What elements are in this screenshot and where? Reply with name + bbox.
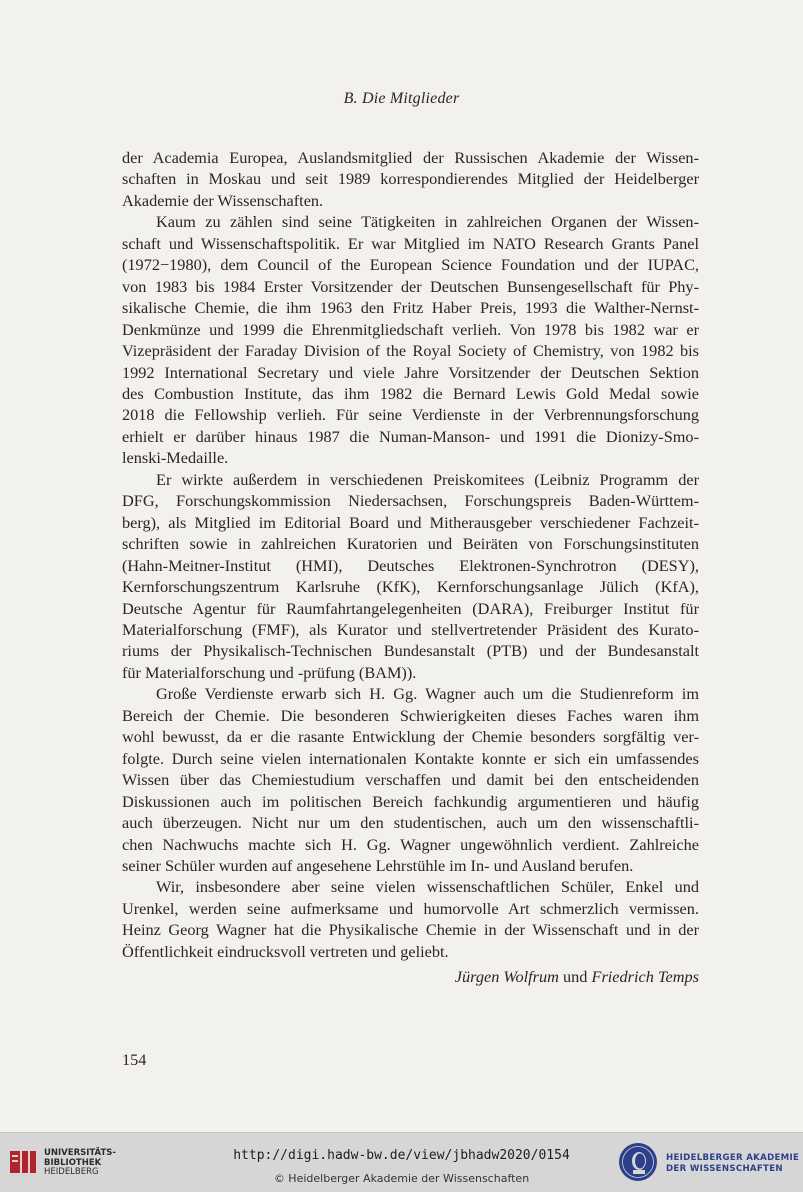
author-2: Friedrich Temps: [591, 967, 699, 986]
academy-seal-icon: [618, 1142, 658, 1182]
page-number: 154: [122, 1050, 147, 1069]
paragraph-5: Wir, insbesondere aber seine vielen wissenschaftlichen Schüler, Enkel und Urenkel, werden seine aufmerksame und humorvolle Art schmerzlich vermissen. Heinz Georg Wagner hat die Physikalische Chemie in der Wissenschaft und in der Öffentlichkeit eindrucksvoll vertreten und geliebt.: [122, 877, 699, 961]
copyright-notice: © Heidelberger Akademie der Wissenschaften: [273, 1172, 530, 1185]
author-1: Jürgen Wolfrum: [454, 967, 559, 986]
academy-line-1: HEIDELBERGER AKADEMIE: [666, 1153, 800, 1163]
signature: [122, 966, 699, 987]
paragraph-3: Er wirkte außerdem in verschiedenen Preiskomitees (Leibniz Programm der DFG, Forschungskommission Niedersachsen, Forschungspreis Baden-Württem- berg), als Mitglied im Editorial Board und Mitherausgeber verschiedener Fachzeit- schriften sowie in zahlreichen Kuratorien und Beiräten von Forschungsinstituten (Hahn-Meitner-Institut (HMI), Deutsches Elektronen-Synchrotron (DESY), Kernforschungszentrum Karlsruhe (KfK), Kernforschungsanlage Jülich (KfA), Deutsche Agentur für Raumfahrtangelegenheiten (DARA), Freiburger Institut für Materialforschung (FMF), als Kurator und stellvertretender Präsident des Kurato- riums der Physikalisch-Technischen Bundesanstalt (PTB) und der Bundesanstalt für Materialforschung und -prüfung (BAM)).: [122, 469, 699, 682]
ub-line-3: HEIDELBERG: [44, 1167, 99, 1177]
paragraph-1: der Academia Europea, Auslandsmitglied der Russischen Akademie der Wissen- schaften in Moskau und seit 1989 korrespondierendes Mitglied der Heidelberger Akademie der Wissenschaften.: [122, 148, 699, 210]
running-head: B. Die Mitglieder: [343, 90, 460, 107]
academy-name: [666, 1153, 799, 1175]
body-text: [122, 147, 699, 962]
signature-conjunction: und: [563, 967, 588, 986]
permalink-url[interactable]: http://digi.hadw-bw.de/view/jbhadw2020/0154: [233, 1148, 570, 1163]
viewer-footer: [0, 1132, 803, 1192]
ub-line-1: UNIVERSITÄTS-: [44, 1148, 116, 1158]
paragraph-2: Kaum zu zählen sind seine Tätigkeiten in zahlreichen Organen der Wissen- schaft und Wissenschaftspolitik. Er war Mitglied im NATO Research Grants Panel (1972−1980), dem Council of the European Science Foundation und der IUPAC, von 1983 bis 1984 Erster Vorsitzender der Deutschen Bunsengesellschaft für Phy- sikalische Chemie, die ihm 1963 den Fritz Haber Preis, 1993 die Walther-Nernst- Denkmünze und 1999 die Ehrenmitgliedschaft verlieh. Von 1978 bis 1982 war er Vizepräsident der Faraday Division of the Royal Society of Chemistry, von 1982 bis 1992 International Secretary und viele Jahre Vorsitzender der Deutschen Sektion des Combustion Institute, das ihm 1982 die Bernard Lewis Gold Medal sowie 2018 die Fellowship verlieh. Für seine Verdienste in der Verbrennungsforschung erhielt er darüber hinaus 1987 die Numan-Manson- und 1991 die Dionizy-Smo- lenski-Medaille.: [122, 212, 699, 468]
academy-line-2: DER WISSENSCHAFTEN: [666, 1164, 783, 1174]
academy-logo[interactable]: [618, 1142, 798, 1184]
ub-line-2: BIBLIOTHEK: [44, 1157, 102, 1168]
paragraph-4: Große Verdienste erwarb sich H. Gg. Wagner auch um die Studienreform im Bereich der Chemie. Die besonderen Schwierigkeiten dieses Faches waren ihm wohl bewusst, da er die rasante Entwicklung der Chemie besonders sorgfältig ver- folgte. Durch seine vielen internationalen Kontakte konnte er sich ein umfassendes Wissen über das Chemiestudium verschaffen und damit bei den entscheidenden Diskussionen auch im politischen Bereich fachkundig argumentieren und häufig auch überzeugen. Nicht nur um den studentischen, auch um den wissenschaftli- chen Nachwuchs machte sich H. Gg. Wagner ungewöhnlich verdient. Zahlreiche seiner Schüler wurden auf angesehene Lehrstühle im In- und Ausland berufen.: [122, 684, 699, 875]
